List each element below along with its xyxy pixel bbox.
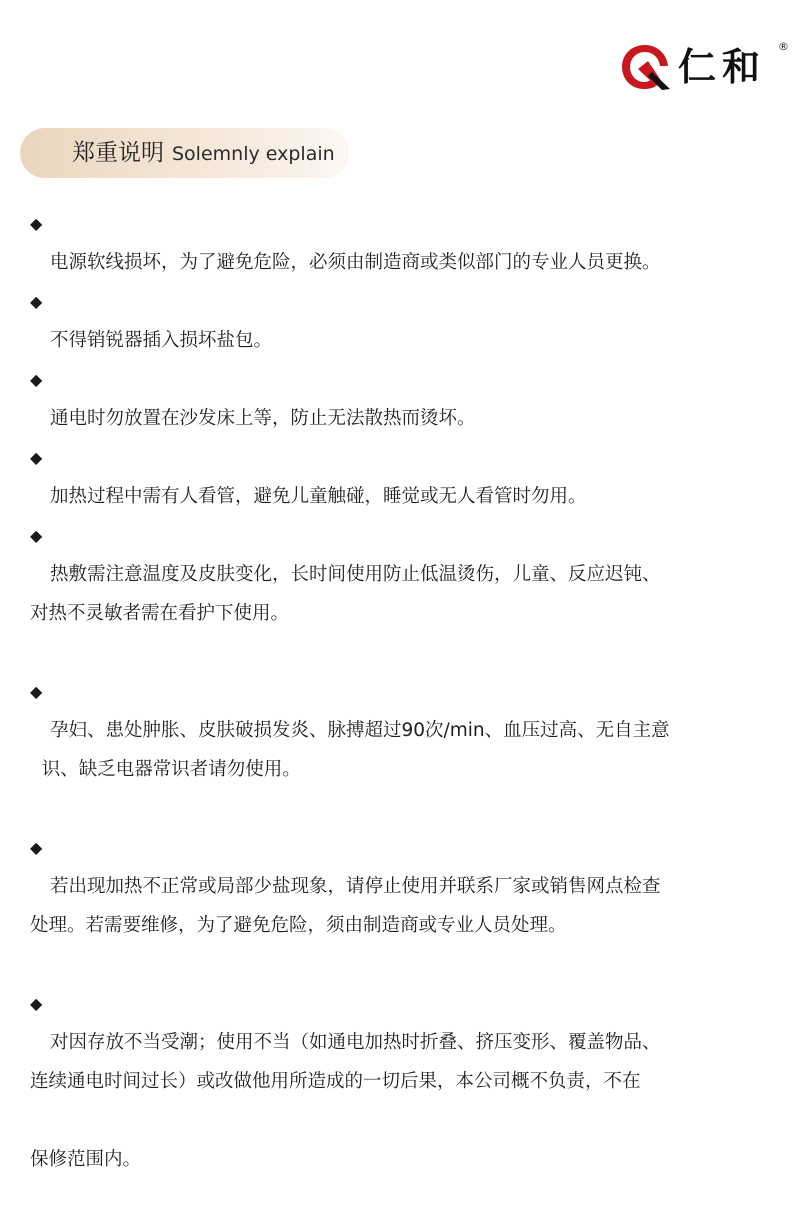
diamond-bullet-icon: ◆ <box>30 448 43 467</box>
section-title-banner <box>20 128 350 178</box>
diamond-bullet-icon: ◆ <box>30 994 43 1013</box>
notice-text: 电源软线损坏，为了避免危险，必须由制造商或类似部门的专业人员更换。 <box>50 252 661 273</box>
notice-text-continued: 连续通电时间过长）或改做他用所造成的一切后果，本公司概不负责，不在 <box>30 1071 641 1092</box>
section-title-en: Solemnly explain <box>172 143 335 165</box>
diamond-bullet-icon: ◆ <box>30 292 43 311</box>
diamond-bullet-icon: ◆ <box>30 838 43 857</box>
notice-item <box>30 672 770 828</box>
diamond-bullet-icon: ◆ <box>30 526 43 545</box>
notice-text: 热敷需注意温度及皮肤变化，长时间使用防止低温烫伤，儿童、反应迟钝、 <box>50 564 661 585</box>
notice-item <box>30 438 770 516</box>
notice-text-continued: 处理。若需要维修，为了避免危险，须由制造商或专业人员处理。 <box>30 915 567 936</box>
section-title <box>72 128 335 178</box>
notice-text: 若出现加热不正常或局部少盐现象，请停止使用并联系厂家或销售网点检查 <box>50 876 661 897</box>
notice-list <box>30 204 770 1218</box>
registered-mark: ® <box>778 40 789 53</box>
brand-name: 仁和 <box>678 44 767 89</box>
notice-item <box>30 516 770 672</box>
notice-text: 通电时勿放置在沙发床上等，防止无法散热而烫坏。 <box>50 408 476 429</box>
notice-text: 孕妇、患处肿胀、皮肤破损发炎、脉搏超过90次/min、血压过高、无自主意 <box>50 720 670 741</box>
brand-logo <box>618 40 788 96</box>
notice-item <box>30 282 770 360</box>
notice-text-continued: 识、缺乏电器常识者请勿使用。 <box>30 759 301 780</box>
notice-item <box>30 360 770 438</box>
notice-item <box>30 984 770 1218</box>
diamond-bullet-icon: ◆ <box>30 370 43 389</box>
notice-text: 对因存放不当受潮；使用不当（如通电加热时折叠、挤压变形、覆盖物品、 <box>50 1032 661 1053</box>
notice-text-continued: 对热不灵敏者需在看护下使用。 <box>30 603 290 624</box>
section-title-cn: 郑重说明 <box>72 140 164 166</box>
renhe-logo-mark-icon <box>618 42 672 92</box>
diamond-bullet-icon: ◆ <box>30 682 43 701</box>
notice-item <box>30 828 770 984</box>
notice-text-continued: 保修范围内。 <box>30 1149 142 1170</box>
notice-text: 不得销锐器插入损坏盐包。 <box>50 330 273 351</box>
diamond-bullet-icon: ◆ <box>30 214 43 233</box>
notice-text: 加热过程中需有人看管，避免儿童触碰，睡觉或无人看管时勿用。 <box>50 486 587 507</box>
notice-item <box>30 204 770 282</box>
